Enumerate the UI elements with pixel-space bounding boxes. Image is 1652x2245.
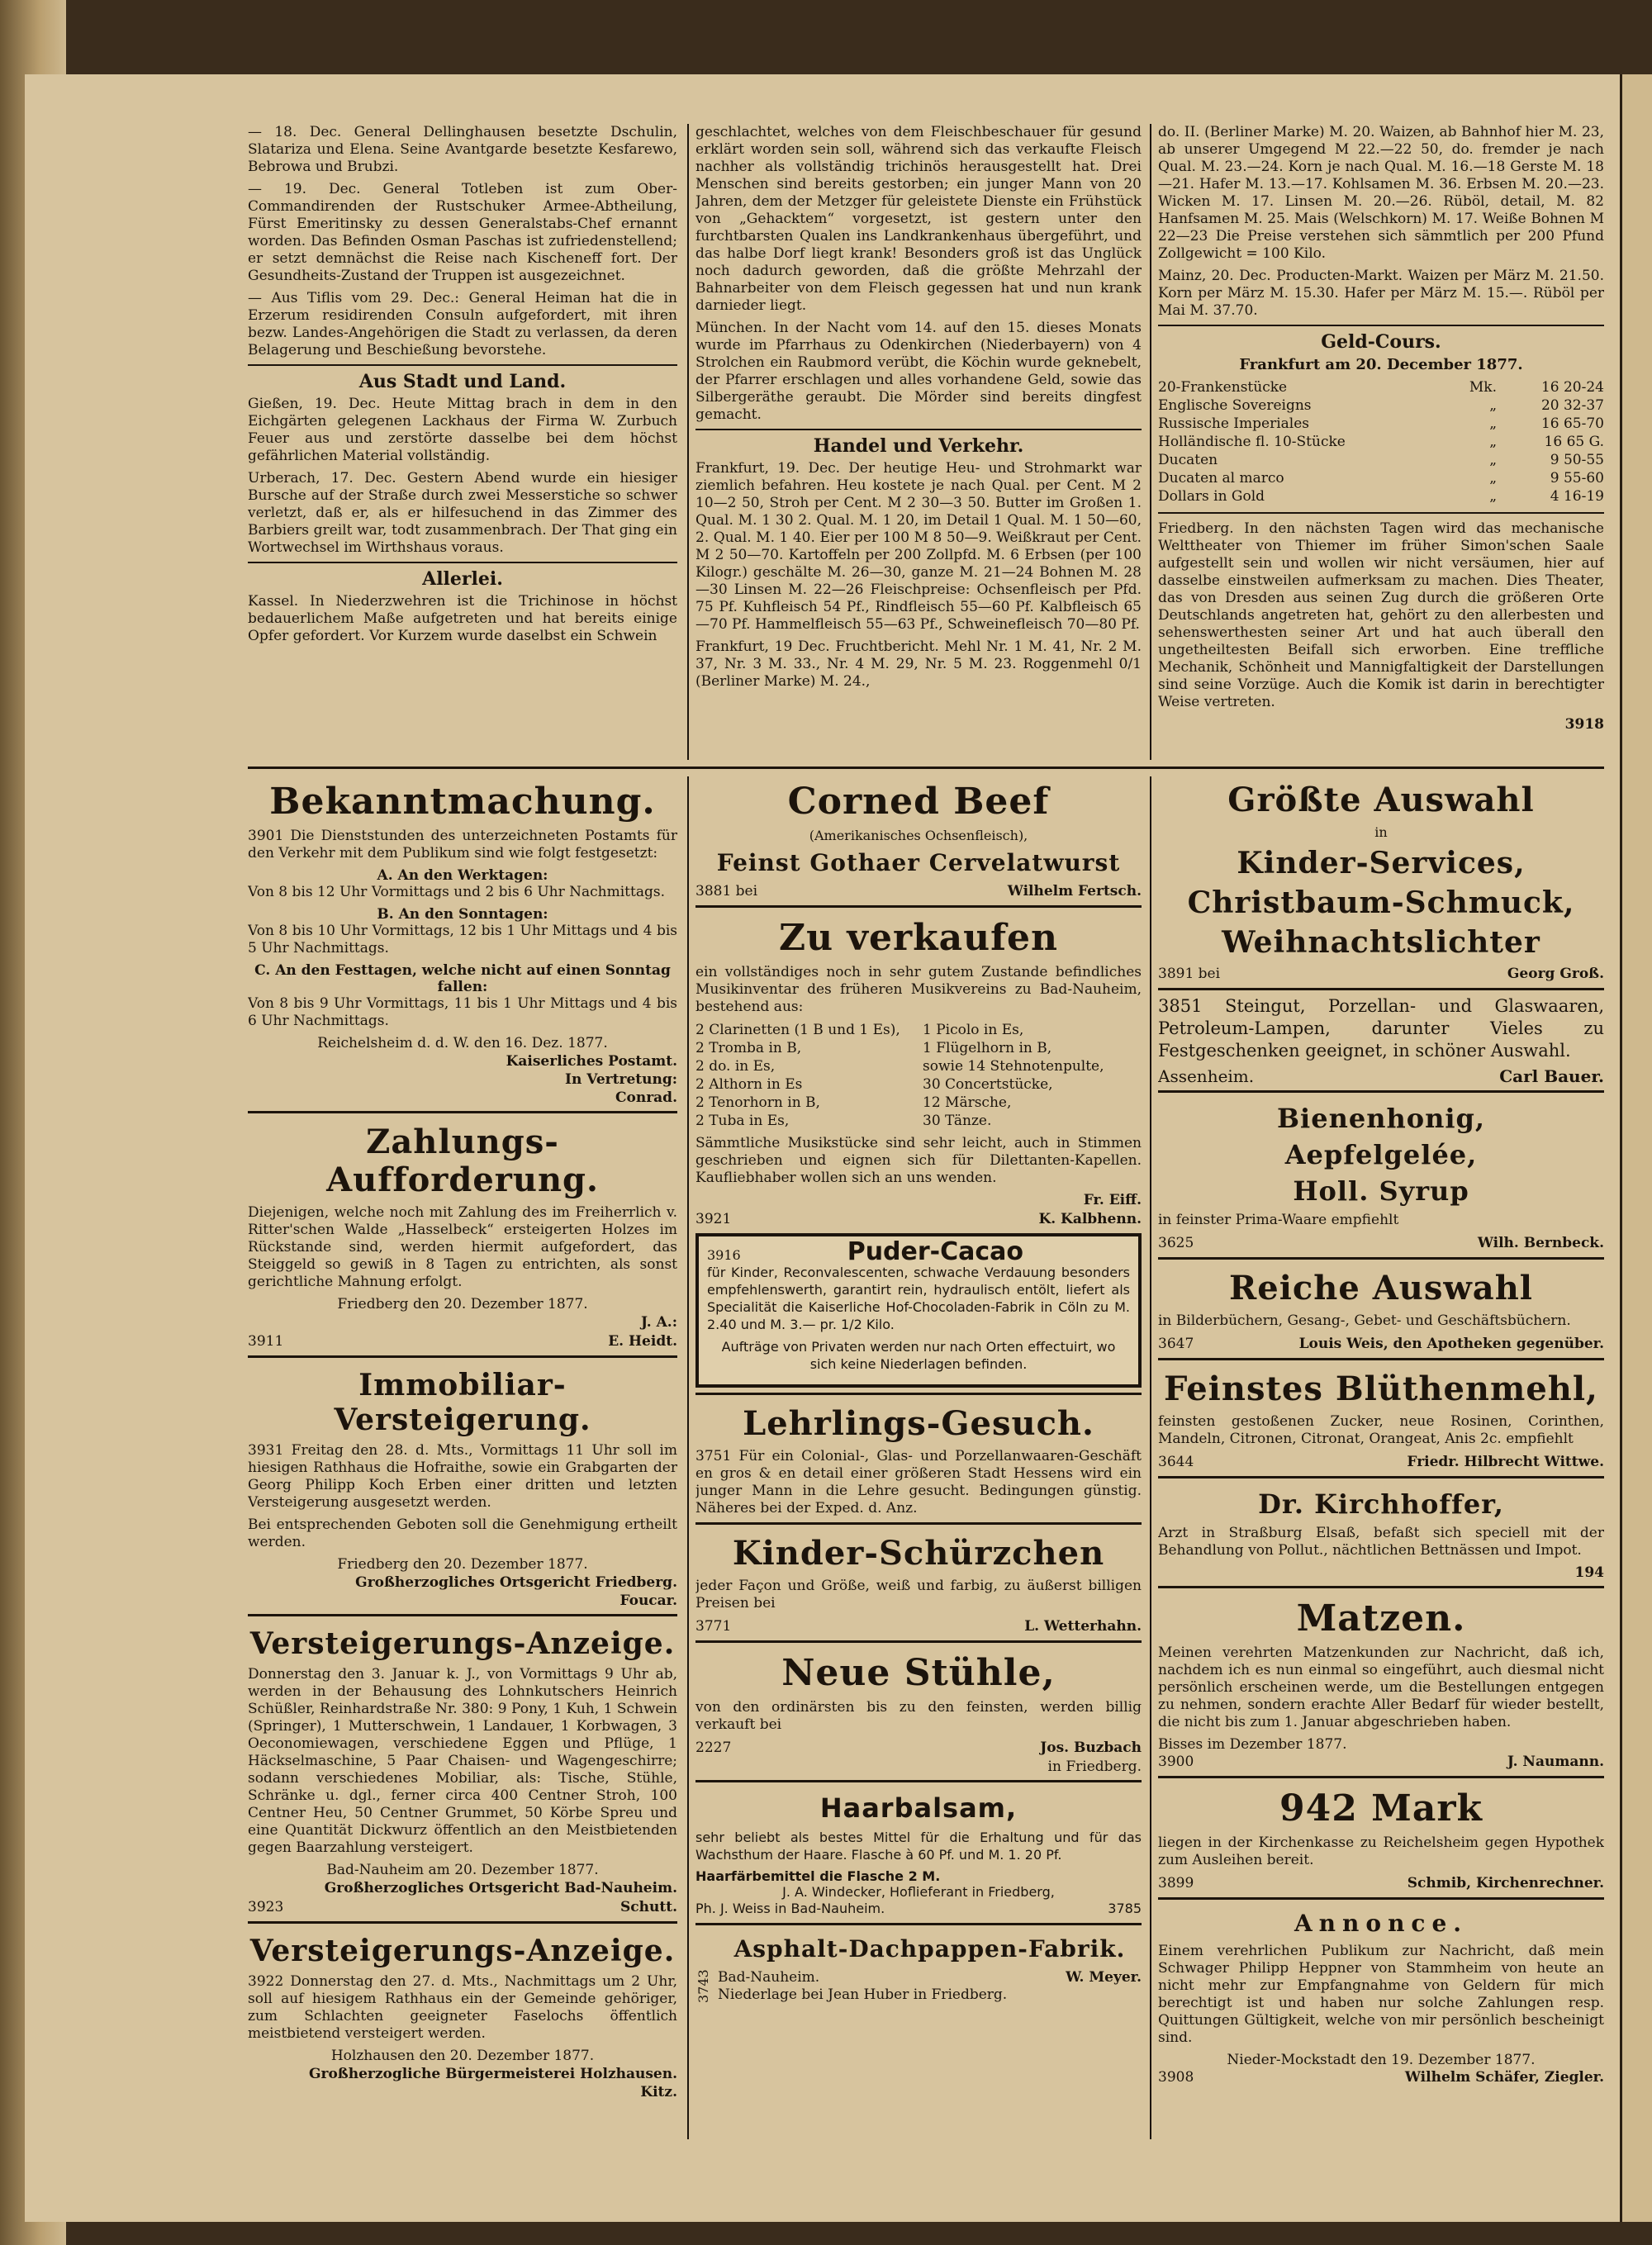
ad-signature: in Friedberg. — [1047, 1759, 1142, 1775]
ads-column-left — [248, 776, 677, 2139]
rate-unit: „ — [1489, 397, 1497, 414]
news-column-2 — [695, 124, 1142, 760]
ad-signature: In Vertretung: — [565, 1071, 677, 1088]
ad-text: jeder Façon und Größe, weiß und farbig, zu äußerst billigen Preisen bei — [695, 1578, 1142, 1611]
ad-title: Kinder-Schürzchen — [732, 1534, 1105, 1573]
instrument-item: 2 do. in Es, — [695, 1058, 776, 1075]
rate-name: Russische Imperiales — [1158, 415, 1309, 432]
rate-unit: „ — [1489, 488, 1497, 505]
rate-name: Holländische fl. 10-Stücke — [1158, 434, 1346, 450]
ad-number: 3900 — [1158, 1754, 1194, 1770]
ad-signature: Jos. Buzbach — [1040, 1740, 1142, 1756]
puder-cacao-box — [695, 1233, 1142, 1388]
ad-place: Assenheim. — [1158, 1066, 1255, 1086]
instrument-item: 1 Picolo in Es, — [923, 1022, 1024, 1038]
exchange-rate-row — [1158, 487, 1604, 505]
rate-value: 9 50-55 — [1550, 452, 1604, 468]
news-paragraph: Kassel. In Niederzwehren ist die Trichinose in höchst bedauerlichem Maße aufgetreten und hat bereits einige Opfer gefordert. Vor Kurzem wurde daselbst ein Schwein — [248, 593, 677, 644]
exchange-rate-row — [1158, 451, 1604, 469]
ad-title: Matzen. — [1296, 1597, 1466, 1640]
ad-place: Holzhausen den 20. Dezember 1877. — [330, 2048, 595, 2064]
instrument-item: 2 Althorn in Es — [695, 1076, 803, 1093]
instrument-item: 2 Tenorhorn in B, — [695, 1094, 820, 1111]
ad-product-line: Feinst Gothaer Cervelatwurst — [716, 849, 1121, 876]
ad-text: von den ordinärsten bis zu den feinsten, werden billig verkauft bei — [695, 1699, 1142, 1733]
ad-title: Versteigerungs-Anzeige. — [249, 1934, 676, 1968]
rate-unit: „ — [1489, 434, 1497, 450]
rate-unit: „ — [1489, 470, 1497, 486]
ad-number: 3918 — [1564, 716, 1604, 733]
exchange-rate-row — [1158, 469, 1604, 487]
ad-number: 3625 — [1158, 1235, 1194, 1251]
news-paragraph: geschlachtet, welches von dem Fleischbeschauer für gesund erklärt worden sein soll, während sich das verkaufte Fleisch nachher als vollständig trichinös herausgestellt hat. Drei Menschen sind bereits gestorben; ein junger Mann von 20 Jahren, dem der Metzger für geleistete Dienste ein Frühstück von „Gehacktem“ vorgesetzt, ist gestern unter den furchtbarsten Qualen ins Landkrankenhaus übergeführt, und das halbe Dorf liegt krank! Besonders groß ist das Unglück noch dadurch geworden, daß die größte Mehrzahl der Bahnarbeiter von dem Fleisch gegessen hat und nun krank darnieder liegt. — [695, 124, 1142, 314]
ad-signature: W. Meyer. — [1066, 1969, 1142, 1986]
ad-signature: Conrad. — [615, 1089, 677, 1106]
ad-text: 3931 Freitag den 28. d. Mts., Vormittags 11 Uhr soll im hiesigen Rathhaus die Hofraithe, sowie ein Grabgarten der Georg Philipp Koch Erben einer dritten und letzten Versteigerung ausgesetzt werden. — [248, 1442, 677, 1511]
instrument-item: 30 Concertstücke, — [923, 1076, 1053, 1093]
ad-text: Von 8 bis 10 Uhr Vormittags, 12 bis 1 Uhr Mittags und 4 bis 5 Uhr Nachmittags. — [248, 923, 677, 956]
news-paragraph: Urberach, 17. Dec. Gestern Abend wurde ein hiesiger Bursche auf der Straße durch zwei Messerstiche so schwer verletzt, daß er, als er hilfesuchend in das Zimmer des Barbiers greilt war, todt zusammenbrach. Der That ging ein Wortwechsel im Wirthshaus voraus. — [248, 470, 677, 556]
rate-name: 20-Frankenstücke — [1158, 379, 1288, 396]
rate-value: 16 20-24 — [1540, 379, 1604, 396]
ad-product-line: Holl. Syrup — [1293, 1175, 1469, 1207]
ad-signature: Wilhelm Schäfer, Ziegler. — [1404, 2069, 1604, 2086]
ad-text: Sämmtliche Musikstücke sind sehr leicht, auch in Stimmen geschrieben und eignen sich für Dilettanten-Kapellen. Kaufliebhaber wollen sich an uns wenden. — [695, 1135, 1142, 1186]
ad-title: Annonce. — [1294, 1910, 1469, 1937]
ad-text: J. A. Windecker, Hoflieferant in Friedberg, — [782, 1884, 1055, 1900]
ad-text: 3851 Steingut, Porzellan- und Glaswaaren, Petroleum-Lampen, darunter Vieles zu Festgeschenken geeignet, in schöner Auswahl. — [1158, 996, 1604, 1061]
rate-unit: Mk. — [1469, 379, 1497, 396]
ad-signature: Foucar. — [620, 1592, 677, 1609]
rate-value: 4 16-19 — [1550, 488, 1604, 505]
section-heading: Allerlei. — [248, 562, 677, 590]
exchange-rate-row — [1158, 415, 1604, 433]
news-paragraph: do. II. (Berliner Marke) M. 20. Waizen, ab Bahnhof hier M. 23, ab unserer Umgegend M 22.—22 50, do. fremder je nach Qual. M. 23.—24. Korn je nach Qual. M. 16.—18 Gerste M. 18—21. Hafer M. 13.—17. Kohlsamen M. 36. Erbsen M. 20.—23. Wicken M. 17. Linsen M. 20.—26. Rüböl, detail, M. 82 Hanfsamen M. 25. Mais (Welschkorn) M. 17. Weiße Bohnen M 22—23 Die Preise verstehen sich sämmtlich per 200 Pfund Zollgewicht = 100 Kilo. — [1158, 124, 1604, 262]
ad-text: Von 8 bis 9 Uhr Vormittags, 11 bis 1 Uhr Mittags und 4 bis 6 Uhr Nachmittags. — [248, 995, 677, 1029]
ad-text: Donnerstag den 3. Januar k. J., von Vormittags 9 Uhr ab, werden in der Behausung des Lohnkutschers Heinrich Schüßler, Reinhardstraße Nr. 380: 9 Pony, 1 Kuh, 1 Schwein (Springer), 1 Mutterschwein, 1 Landauer, 1 Korbwagen, 3 Oeconomiewagen, verschiedene Eggen und Pflüge, 1 Häckselmaschine, 5 Paar Chaisen- und Wagengeschirre; sodann verschiedenes Mobiliar, als: Tische, Stühle, Schränke u. dgl., ferner circa 400 Centner Stroh, 100 Centner Heu, 50 Centner Grummet, 50 Körbe Spreu und eine Quantität Dickwurz öffentlich an den Meistbietenden gegen Baarzahlung versteigert. — [248, 1666, 677, 1856]
ad-place: Bad-Nauheim am 20. Dezember 1877. — [326, 1862, 599, 1878]
instrument-item: 12 Märsche, — [923, 1094, 1012, 1111]
ad-number: 3644 — [1158, 1454, 1194, 1470]
exchange-rate-row — [1158, 433, 1604, 451]
ad-text: Aufträge von Privaten werden nur nach Orten effectuirt, wo sich keine Niederlagen befinden. — [721, 1339, 1116, 1372]
ad-number: 2227 — [695, 1740, 732, 1756]
ad-text: in Bilderbüchern, Gesang-, Gebet- und Geschäftsbüchern. — [1158, 1312, 1571, 1329]
ad-signature: Wilh. Bernbeck. — [1477, 1235, 1604, 1251]
ad-text: Ph. J. Weiss in Bad-Nauheim. — [695, 1901, 885, 1916]
news-paragraph: — 19. Dec. General Totleben ist zum Ober-Commandirenden der Rustschuker Armee-Abtheilung, Fürst Emeritinsky zu dessen Generalstabs-Chef ernannt worden. Das Befinden Osman Paschas ist zufriedenstellend; er setzt demnächst die Reise nach Kischeneff fort. Der Gesundheits-Zustand der Truppen ist ausgezeichnet. — [248, 181, 677, 284]
ads-column-right — [1158, 776, 1604, 2139]
ad-text: 3751 Für ein Colonial-, Glas- und Porzellanwaaren-Geschäft en gros & en detail einer größeren Stadt Hessens wird ein junger Mann in die Lehre gesucht. Bedingungen günstig. Näheres bei der Exped. d. Anz. — [695, 1448, 1142, 1516]
ad-title: Neue Stühle, — [781, 1652, 1056, 1694]
ad-place: Friedberg den 20. Dezember 1877. — [337, 1556, 588, 1573]
ad-text: Niederlage bei Jean Huber in Friedberg. — [718, 1986, 1008, 2003]
ad-signature: Großherzogliche Bürgermeisterei Holzhausen. — [308, 2066, 677, 2082]
ad-place: Friedberg den 20. Dezember 1877. — [337, 1296, 588, 1312]
ad-text: ein vollständiges noch in sehr gutem Zustande befindliches Musikinventar des früheren Musikvereins zu Bad-Nauheim, bestehend aus: — [695, 964, 1142, 1015]
ads-column-middle — [695, 776, 1142, 2139]
rate-name: Englische Sovereigns — [1158, 397, 1312, 414]
ad-number: 3771 — [695, 1618, 732, 1635]
ad-subheading: A. An den Werktagen: — [377, 867, 548, 884]
instrument-item: 1 Flügelhorn in B, — [923, 1040, 1052, 1056]
ad-signature: J. A.: — [641, 1314, 677, 1331]
ad-title: Puder-Cacao — [847, 1237, 1024, 1266]
ad-title: Zahlungs-Aufforderung. — [326, 1122, 599, 1199]
ad-number: 3911 — [248, 1333, 284, 1350]
instrument-list — [695, 1021, 1142, 1130]
instrument-item: 2 Clarinetten (1 B und 1 Es), — [695, 1022, 900, 1038]
ad-title: Zu verkaufen — [778, 917, 1059, 959]
section-heading: Geld-Cours. — [1158, 325, 1604, 353]
ad-signature: Friedr. Hilbrecht Wittwe. — [1407, 1454, 1604, 1470]
ad-subheading: B. An den Sonntagen: — [377, 906, 548, 923]
ad-title: Asphalt-Dachpappen-Fabrik. — [733, 1935, 1126, 1963]
ad-text: 3901 Die Dienststunden des unterzeichneten Postamts für den Verkehr mit dem Publikum sind wie folgt festgesetzt: — [248, 828, 677, 861]
ad-text: Einem verehrlichen Publikum zur Nachricht, daß mein Schwager Philipp Heppner von Stammheim von heute an nicht mehr zur Empfangnahme von Geldern für mich berechtigt ist und haben nur solche Zahlungen resp. Quittungen Gültigkeit, welche von mir persönlich bescheinigt sind. — [1158, 1943, 1604, 2046]
exchange-rate-row — [1158, 396, 1604, 415]
ad-number: 3916 — [707, 1247, 741, 1263]
ad-text: 3922 Donnerstag den 27. d. Mts., Nachmittags um 2 Uhr, soll auf hiesigem Rathhaus ein der Gemeinde gehöriger, zum Schlachten geeigneter Faselochs öffentlich meistbietend versteigert werden. — [248, 1973, 677, 2042]
ad-number: 3891 — [1158, 966, 1194, 982]
ad-product-line: Bienenhonig, — [1277, 1103, 1485, 1134]
ad-place: Bad-Nauheim. — [718, 1969, 820, 1986]
ad-signature: L. Wetterhahn. — [1024, 1618, 1142, 1635]
section-heading: Aus Stadt und Land. — [248, 364, 677, 392]
ad-signature: Großherzogliches Ortsgericht Friedberg. — [355, 1574, 677, 1591]
ad-signature: Louis Weis, den Apotheken gegenüber. — [1298, 1336, 1604, 1352]
ad-signature: Großherzogliches Ortsgericht Bad-Nauheim. — [324, 1880, 677, 1896]
ad-place: Reichelsheim d. d. W. den 16. Dez. 1877. — [317, 1035, 608, 1051]
ad-text: für Kinder, Reconvalescenten, schwache Verdauung besonders empfehlenswerth, garantirt rein, hydraulisch entölt, liefert als Specialität die Kaiserliche Hof-Chocoladen-Fabrik in Cöln zu M. 2.40 und M. 3.— pr. 1/2 Kilo. — [707, 1265, 1130, 1332]
ad-number: 3785 — [1108, 1901, 1142, 1916]
rate-value: 9 55-60 — [1550, 470, 1604, 486]
ad-number: 3881 — [695, 883, 732, 899]
ad-title: Immobiliar-Versteigerung. — [334, 1368, 591, 1437]
column-divider — [1150, 124, 1151, 760]
ad-signature: Schmib, Kirchenrechner. — [1407, 1875, 1604, 1891]
rate-value: 20 32-37 — [1540, 397, 1604, 414]
instrument-item: 2 Tuba in Es, — [695, 1113, 790, 1129]
rate-value: 16 65-70 — [1540, 415, 1604, 432]
ad-signature: Georg Groß. — [1507, 966, 1604, 982]
ad-signature: Fr. Eiff. — [1083, 1192, 1142, 1208]
ad-text: Diejenigen, welche noch mit Zahlung des im Freiherrlich v. Ritter'schen Walde „Hasselbeck“ ersteigerten Holzes im Rückstande sind, werden hiermit aufgefordert, das Steiggeld so gewiß in 8 Tagen zu entrichten, als sonst gerichtliche Mahnung erfolgt. — [248, 1204, 677, 1290]
rate-name: Dollars in Gold — [1158, 488, 1265, 505]
ad-text: in feinster Prima-Waare empfiehlt — [1158, 1212, 1399, 1228]
ad-title: Versteigerungs-Anzeige. — [249, 1626, 676, 1661]
section-heading: Handel und Verkehr. — [695, 429, 1142, 457]
ad-place: Bisses im Dezember 1877. — [1158, 1736, 1347, 1753]
ad-title: Größte Auswahl — [1227, 781, 1535, 819]
ad-number: 194 — [1574, 1564, 1604, 1581]
ad-product-line: Christbaum-Schmuck, — [1187, 885, 1575, 920]
ad-number: 3647 — [1158, 1336, 1194, 1352]
rate-name: Ducaten — [1158, 452, 1218, 468]
ad-text: Meinen verehrten Matzenkunden zur Nachricht, daß ich, nachdem ich es nun einmal so eingeführt, auch diesmal nicht persönlich erscheinen werde, um die Bestellungen entgegen zu nehmen, sondern erachte Aller Bedarf für wieder bestellt, die nicht bis zum 1. Januar abgeschrieben haben. — [1158, 1645, 1604, 1730]
ad-subheading: C. An den Festtagen, welche nicht auf einen Sonntag fallen: — [254, 962, 671, 995]
ad-product-line: Weihnachtslichter — [1222, 925, 1540, 960]
ad-subtitle: (Amerikanisches Ochsenfleisch), — [809, 828, 1028, 843]
ad-text: Von 8 bis 12 Uhr Vormittags und 2 bis 6 Uhr Nachmittags. — [248, 884, 665, 900]
instrument-item: 2 Tromba in B, — [695, 1040, 802, 1056]
section-divider — [248, 767, 1604, 769]
ad-signature: Schutt. — [620, 1899, 677, 1915]
ad-title: Feinstes Blüthenmehl, — [1164, 1369, 1598, 1408]
ad-text: Bei entsprechenden Geboten soll die Genehmigung ertheilt werden. — [248, 1516, 677, 1550]
exchange-rates-table — [1158, 378, 1604, 505]
ad-number: 3908 — [1158, 2069, 1194, 2086]
news-paragraph: — Aus Tiflis vom 29. Dec.: General Heiman hat die in Erzerum residirenden Consuln aufgefordert, mit ihren bezw. Landes-Angehörigen die Stadt zu verlassen, da deren Belagerung und Beschießung bevorstehe. — [248, 290, 677, 358]
rate-name: Ducaten al marco — [1158, 470, 1284, 486]
ad-number: 3743 — [695, 1969, 711, 2003]
ad-text: Arzt in Straßburg Elsaß, befaßt sich speciell mit der Behandlung von Pollut., nächtlichen Bettnässen und Impot. — [1158, 1525, 1604, 1559]
ad-text: Haarfärbemittel die Flasche 2 M. — [695, 1868, 941, 1884]
instrument-item: 30 Tänze. — [923, 1113, 992, 1129]
news-column-1 — [248, 124, 677, 760]
news-paragraph: Frankfurt, 19 Dec. Fruchtbericht. Mehl Nr. 1 M. 41, Nr. 2 M. 37, Nr. 3 M. 33., Nr. 4 M. 29, Nr. 5 M. 23. Roggenmehl 0/1 (Berliner Marke) M. 24., — [695, 638, 1142, 690]
ad-number: 3923 — [248, 1899, 284, 1915]
ad-signature: Carl Bauer. — [1499, 1066, 1604, 1086]
ad-signature: Kitz. — [640, 2084, 677, 2100]
ad-product-line: Kinder-Services, — [1237, 846, 1526, 880]
ad-number: 3921 — [695, 1211, 732, 1227]
ad-text: sehr beliebt als bestes Mittel für die Erhaltung und für das Wachsthum der Haare. Flasche à 60 Pf. und M. 1. 20 Pf. — [695, 1830, 1142, 1863]
column-divider — [687, 776, 689, 2139]
news-paragraph: — 18. Dec. General Dellinghausen besetzte Dschulin, Slatariza und Elena. Seine Avantgarde besetzte Kesfarewo, Bebrowa und Brubzi. — [248, 124, 677, 175]
rate-unit: „ — [1489, 452, 1497, 468]
column-divider — [687, 124, 689, 760]
ad-text: bei — [735, 883, 758, 899]
news-paragraph: München. In der Nacht vom 14. auf den 15. dieses Monats wurde im Pfarrhaus zu Odenkirchen (Niederbayern) von 4 Strolchen ein Raubmord verübt, die Köchin wurde geknebelt, der Pfarrer erschlagen und alles vorhandene Geld, sowie das Silbergeräthe geraubt. Die Mörder sind bereits dingfest gemacht. — [695, 320, 1142, 423]
ad-signature: E. Heidt. — [608, 1333, 677, 1350]
ad-title: Reiche Auswahl — [1229, 1269, 1533, 1308]
ad-title: Corned Beef — [787, 781, 1050, 823]
ad-title: Dr. Kirchhoffer, — [1258, 1488, 1504, 1520]
ad-signature: Wilhelm Fertsch. — [1007, 883, 1142, 899]
ad-signature: J. Naumann. — [1507, 1754, 1604, 1770]
column-divider — [1150, 776, 1151, 2139]
ad-text: in — [1374, 824, 1388, 840]
exchange-rate-row — [1158, 378, 1604, 396]
page-content — [216, 124, 1633, 2139]
rate-value: 16 65 G. — [1544, 434, 1604, 450]
ad-product-line: Aepfelgelée, — [1284, 1139, 1478, 1170]
rate-unit: „ — [1489, 415, 1497, 432]
instrument-item: sowie 14 Stehnotenpulte, — [923, 1058, 1104, 1075]
ad-title: Haarbalsam, — [819, 1792, 1018, 1824]
ad-title: Bekanntmachung. — [269, 781, 656, 823]
exchange-subtitle: Frankfurt am 20. December 1877. — [1239, 356, 1523, 373]
ad-text: feinsten gestoßenen Zucker, neue Rosinen, Corinthen, Mandeln, Citronen, Citronat, Orangeat, Anis 2c. empfiehlt — [1158, 1413, 1604, 1447]
ad-title: 942 Mark — [1279, 1787, 1483, 1830]
news-paragraph: Gießen, 19. Dec. Heute Mittag brach in dem in den Eichgärten gelegenen Lackhaus der Firma W. Zurbuch Feuer aus und zerstörte dasselbe bei dem höchst gefährlichen Material vollständig. — [248, 396, 677, 464]
ad-place: Nieder-Mockstadt den 19. Dezember 1877. — [1227, 2052, 1536, 2068]
news-paragraph: Friedberg. In den nächsten Tagen wird das mechanische Welttheater von Thiemer im früher Simon'schen Saale aufgestellt sein und wollen wir nicht versäumen, hier auf dasselbe einstweilen aufmerksam zu machen. Dies Theater, das von Dresden aus seinen Zug durch die größeren Orte Deutschlands angetreten hat, gehört zu den allerbesten und sehenswerthesten seiner Art und hat auch überall den ungetheiltesten Beifall sich erworben. Eine treffliche Mechanik, Schönheit und Mannigfaltigkeit der Darstellungen sind seine Vorzüge. Auch die Komik ist darin in berechtigter Weise vertreten. — [1158, 520, 1604, 710]
ad-text: bei — [1198, 966, 1221, 982]
news-column-3 — [1158, 124, 1604, 760]
ad-signature: Kaiserliches Postamt. — [506, 1053, 677, 1070]
ad-number: 3899 — [1158, 1875, 1194, 1891]
ad-title: Lehrlings-Gesuch. — [743, 1404, 1094, 1443]
ad-text: liegen in der Kirchenkasse zu Reichelsheim gegen Hypothek zum Ausleihen bereit. — [1158, 1834, 1604, 1868]
ad-signature: K. Kalbhenn. — [1038, 1211, 1142, 1227]
news-paragraph: Mainz, 20. Dec. Producten-Markt. Waizen per März M. 21.50. Korn per März M. 15.30. Hafer per März M. 15.—. Rüböl per Mai M. 37.70. — [1158, 268, 1604, 319]
news-paragraph: Frankfurt, 19. Dec. Der heutige Heu- und Strohmarkt war ziemlich befahren. Heu kostete je nach Qual. per Cent. M 2 10—2 50, Stroh per Cent. M 2 30—3 50. Butter im Großen 1. Qual. M. 1 30 2. Qual. M. 1 20, im Detail 1 Qual. M. 1 50—60, 2. Qual. M. 1 40. Eier per 100 M 8 50—9. Weißkraut per Cent. M 2 50—70. Kartoffeln per 200 Zollpfd. M. 6 Erbsen (per 100 Kilogr.) geschälte M. 26—30, ganze M. 21—24 Bohnen M. 28—30 Linsen M. 22—26 Fleischpreise: Ochsenfleisch per Pfd. 75 Pf. Kuhfleisch 54 Pf., Rindfleisch 55—60 Pf. Kalbfleisch 65—70 Pf. Hammelfleisch 55—63 Pf., Schweinefleisch 70—80 Pf. — [695, 460, 1142, 633]
